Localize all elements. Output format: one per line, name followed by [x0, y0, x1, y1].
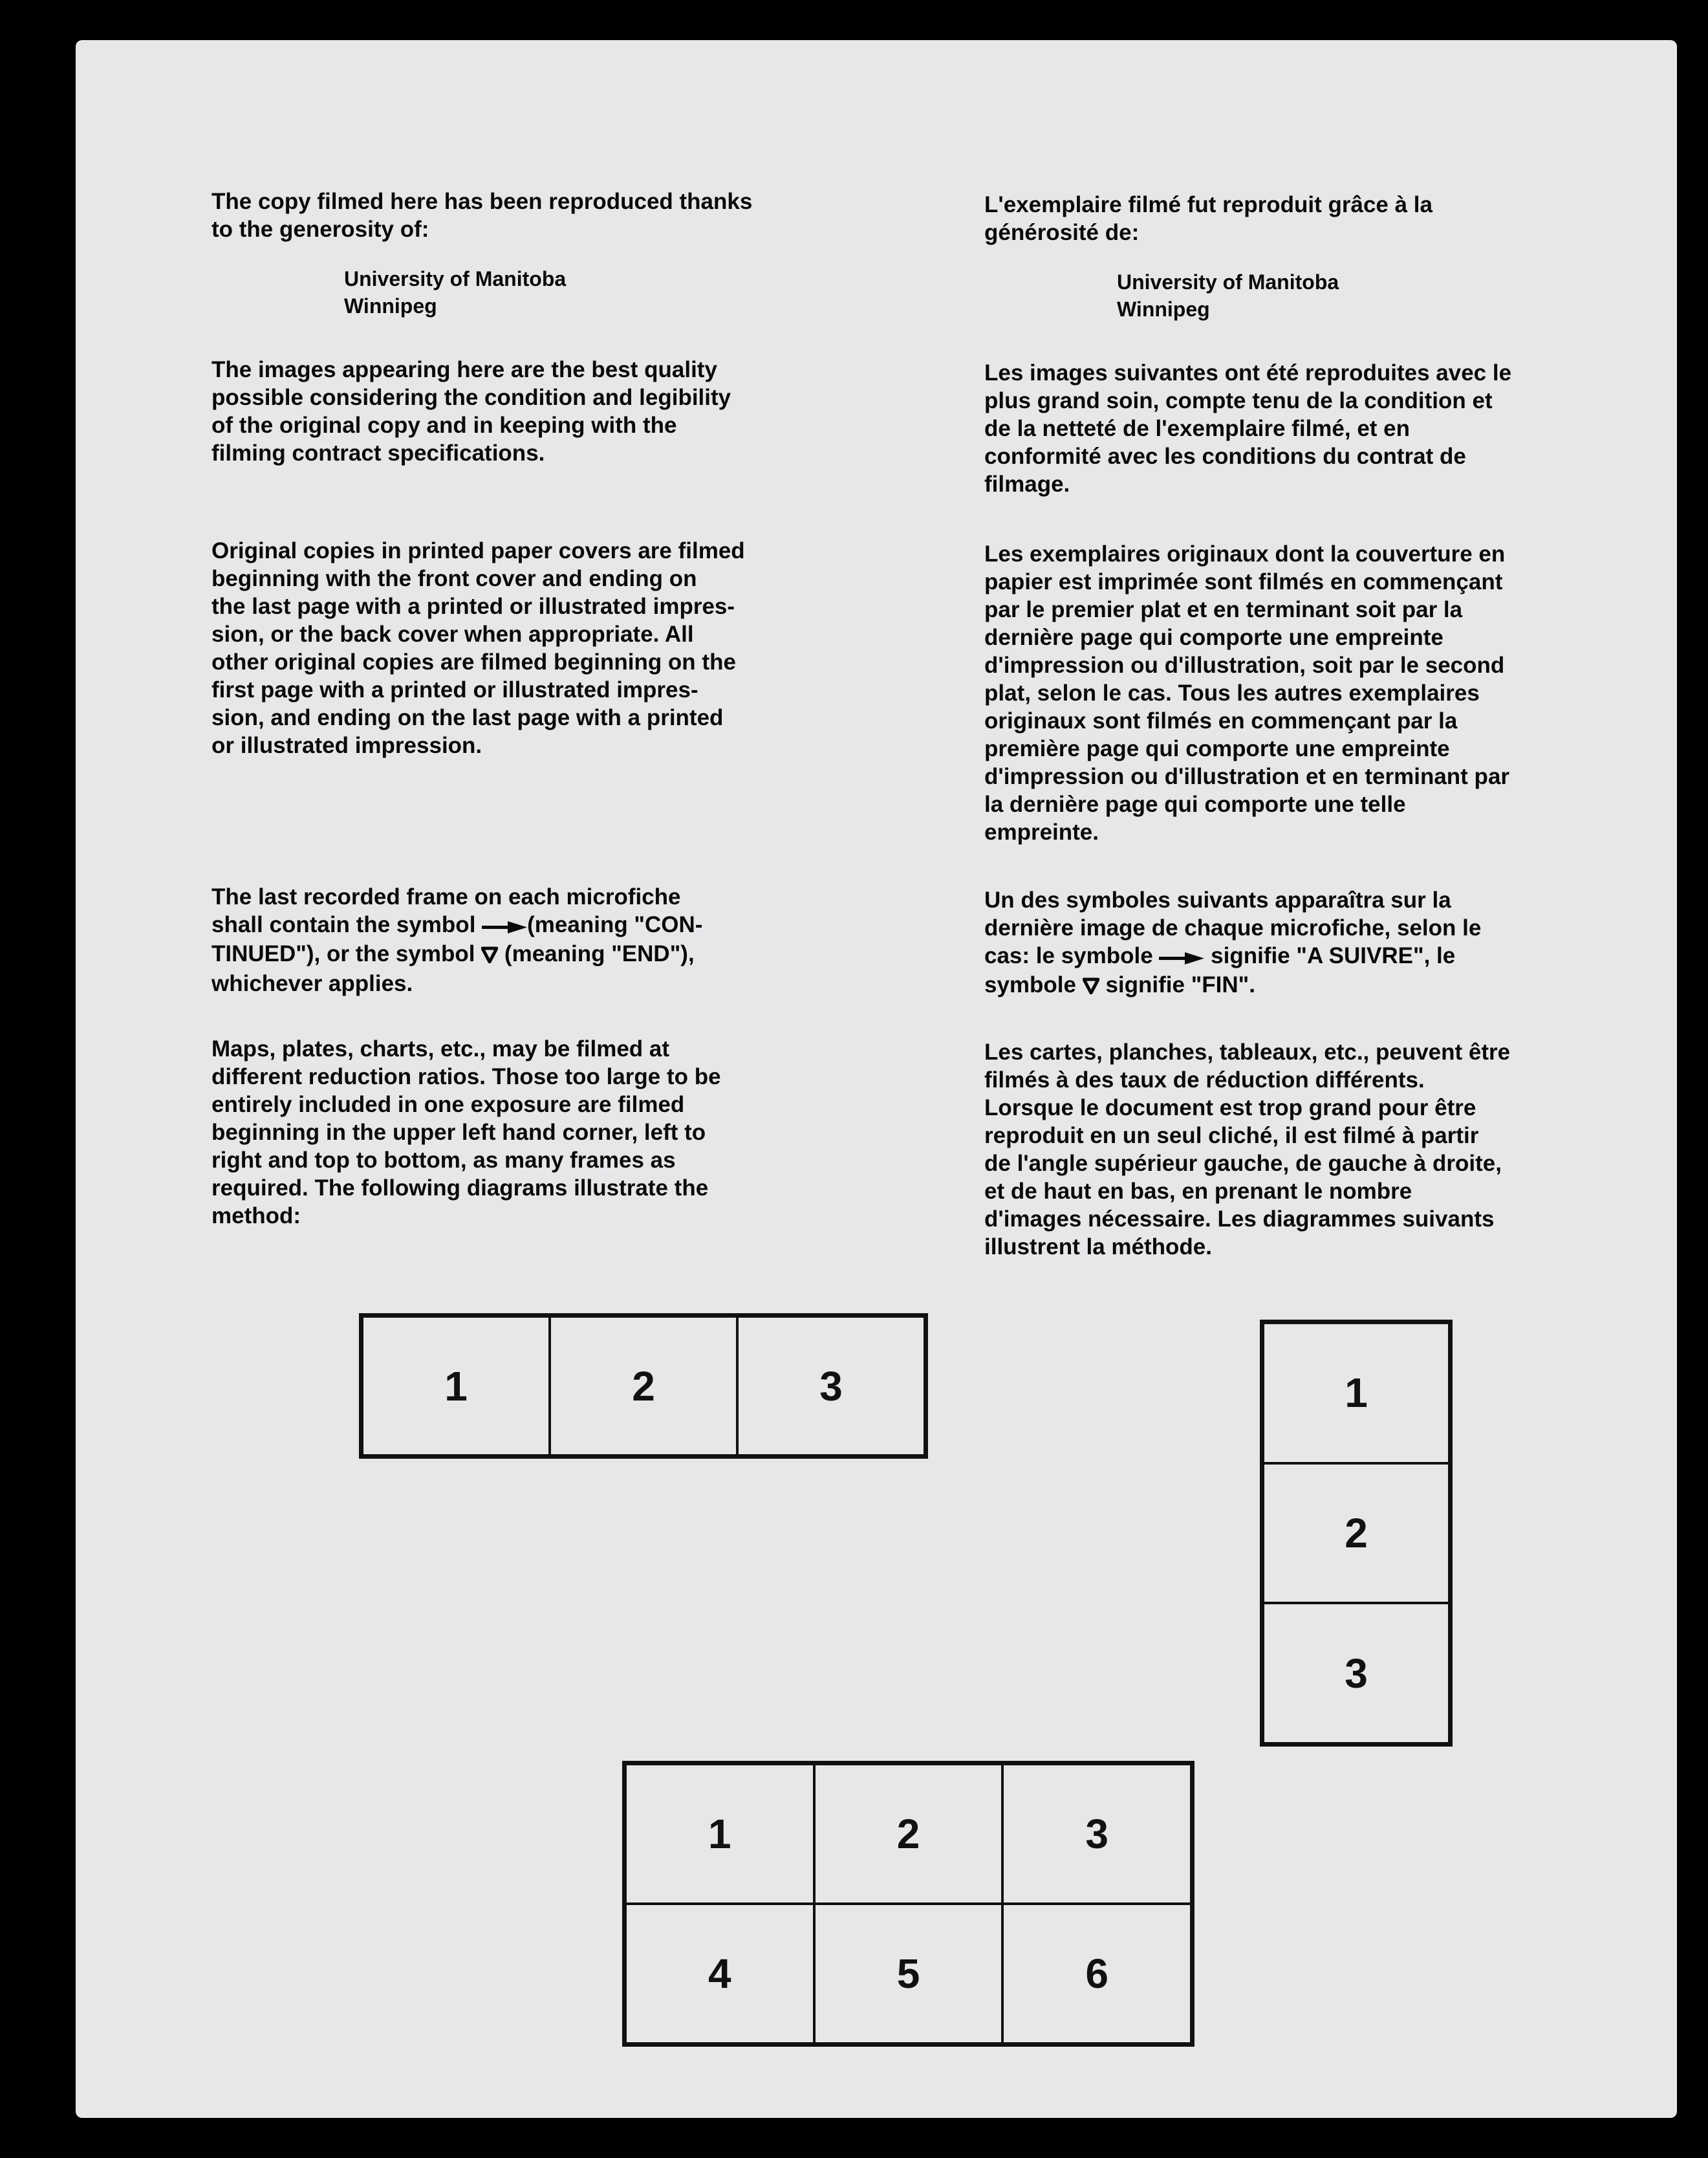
triangle-down-icon: [1083, 973, 1099, 1001]
symbols-text-b-fr: signifie "A SUIVRE", le symbole: [984, 943, 1456, 998]
symbols-text-a-fr: Un des symboles suivants apparaîtra sur la dernière image de chaque microfiche, selon le cas: le symbole: [984, 888, 1482, 968]
original-copies-paragraph: Original copies in printed paper covers are filmed beginning with the front cover and ending on the last page with a printed or illustrated impres- sion, or the back cover when appropriate. All other original copies are filmed beginning on the first page with a printed or illustrated impres- sion, and ending on the last page with a printed or illustrated impression.: [211, 538, 745, 758]
intro-text: The copy filmed here has been reproduced thanks to the generosity of:: [211, 189, 753, 242]
symbols-text-c: (meaning "END"), whichever applies.: [211, 941, 695, 996]
quality-paragraph-fr: Les images suivantes ont été reproduites avec le plus grand soin, compte tenu de la condition et de la netteté de l'exemplaire filmé, et en conformité avec les conditions du contrat de filmage.: [984, 360, 1512, 497]
symbols-text-c-fr: signifie "FIN".: [1099, 972, 1255, 998]
frame-cell: 2: [550, 1316, 737, 1455]
frame-cell: 4: [625, 1904, 814, 2044]
frame-cell: 6: [1002, 1904, 1191, 2044]
frame-cell: 3: [1002, 1764, 1191, 1904]
symbols-text-b: (meaning "CON- TINUED"), or the symbol: [211, 912, 703, 967]
frame-cell: 2: [1263, 1463, 1449, 1604]
frame-cell: 5: [814, 1904, 1003, 2044]
quality-paragraph: The images appearing here are the best quality possible considering the condition and legibility of the original copy and in keeping with the filming contract specifications.: [211, 357, 731, 466]
intro-text-fr: L'exemplaire filmé fut reproduit grâce à la générosité de:: [984, 192, 1432, 245]
frame-cell: 3: [737, 1316, 925, 1455]
triangle-down-icon: [481, 942, 498, 970]
symbols-text-a: The last recorded frame on each microfiche shall contain the symbol: [211, 884, 681, 937]
frame-cell: 2: [814, 1764, 1003, 1904]
frame-cell: 1: [362, 1316, 550, 1455]
frame-cell: 1: [1263, 1323, 1449, 1463]
symbols-paragraph: [211, 883, 884, 997]
arrow-icon: [482, 912, 527, 940]
original-copies-paragraph-fr: Les exemplaires originaux dont la couverture en papier est imprimée sont filmés en commençant par le premier plat et en terminant soit par la dernière page qui comporte une empreinte d'impression ou d'illustration, soit par le second plat, selon le cas. Tous les autres exemplaires originaux sont filmés en commençant par la première page qui comporte une empreinte d'impression ou d'illustration et en terminant par la dernière page qui comporte une telle empreinte.: [984, 541, 1510, 845]
symbols-paragraph-fr: [984, 886, 1638, 1001]
frame-cell: 1: [625, 1764, 814, 1904]
maps-paragraph-fr: Les cartes, planches, tableaux, etc., peuvent être filmés à des taux de réduction différents. Lorsque le document est trop grand pour être reproduit en un seul cliché, il est filmé à partir de l'angle supérieur gauche, de gauche à droite, et de haut en bas, en prenant le nombre d'images nécessaire. Les diagrammes suivants illustrent la méthode.: [984, 1040, 1511, 1259]
vertical-frames-diagram: [1260, 1320, 1453, 1747]
arrow-icon: [1159, 943, 1204, 971]
institution-name-fr: University of Manitoba Winnipeg: [1117, 270, 1339, 321]
frame-cell: 3: [1263, 1603, 1449, 1743]
maps-paragraph: Maps, plates, charts, etc., may be filmed at different reduction ratios. Those too large to be entirely included in one exposure are filmed beginning in the upper left hand corner, left to right and top to bottom, as many frames as required. The following diagrams illustrate the method:: [211, 1036, 721, 1228]
horizontal-frames-diagram: [359, 1313, 928, 1459]
grid-frames-diagram: [622, 1761, 1195, 2047]
institution-name: University of Manitoba Winnipeg: [344, 267, 567, 318]
